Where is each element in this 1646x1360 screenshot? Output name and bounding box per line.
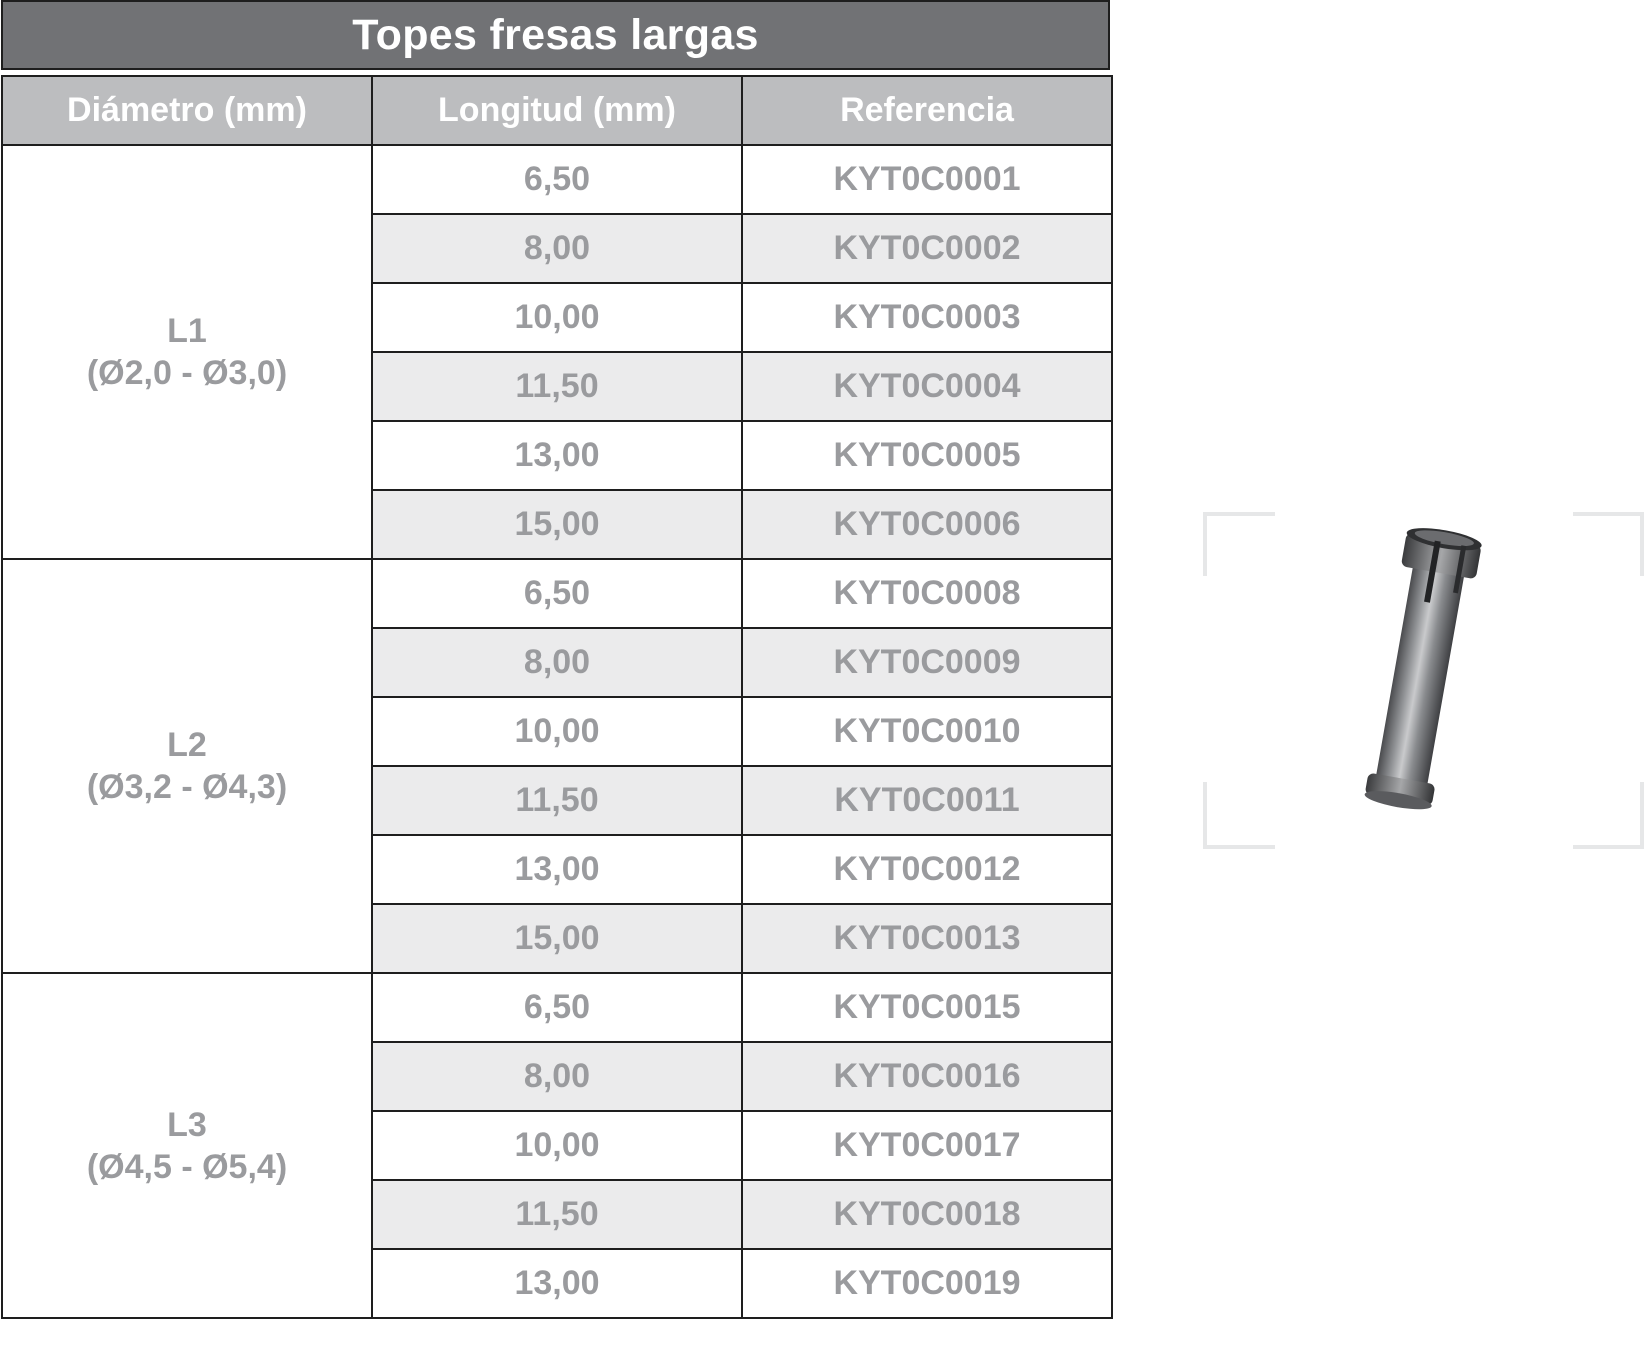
length-cell: 10,00 [372, 283, 742, 352]
reference-cell: KYT0C0010 [742, 697, 1112, 766]
length-cell: 15,00 [372, 904, 742, 973]
length-cell: 10,00 [372, 697, 742, 766]
length-cell: 8,00 [372, 1042, 742, 1111]
group-diameter-range: (Ø4,5 - Ø5,4) [86, 1147, 288, 1186]
reference-cell: KYT0C0011 [742, 766, 1112, 835]
group-diameter-range: (Ø2,0 - Ø3,0) [86, 354, 288, 392]
reference-cell: KYT0C0016 [742, 1042, 1112, 1111]
reference-cell: KYT0C0004 [742, 352, 1112, 421]
group-label: L2 [167, 726, 207, 764]
table-row [2, 145, 1112, 214]
table-title: Topes fresas largas [1, 0, 1110, 70]
length-cell: 11,50 [372, 352, 742, 421]
reference-cell: KYT0C0015 [742, 973, 1112, 1042]
diameter-group-cell [2, 973, 372, 1318]
group-label: L3 [167, 1105, 207, 1144]
length-cell: 13,00 [372, 835, 742, 904]
length-cell: 11,50 [372, 1180, 742, 1249]
reference-cell: KYT0C0019 [742, 1249, 1112, 1318]
reference-cell: KYT0C0003 [742, 283, 1112, 352]
table-body [2, 145, 1112, 1318]
group-diameter-range: (Ø3,2 - Ø4,3) [86, 768, 288, 806]
reference-cell: KYT0C0009 [742, 628, 1112, 697]
reference-cell: KYT0C0018 [742, 1180, 1112, 1249]
length-cell: 8,00 [372, 628, 742, 697]
reference-cell: KYT0C0005 [742, 421, 1112, 490]
length-cell: 10,00 [372, 1111, 742, 1180]
reference-cell: KYT0C0001 [742, 145, 1112, 214]
length-cell: 11,50 [372, 766, 742, 835]
column-header-length: Longitud (mm) [372, 76, 742, 145]
length-cell: 6,50 [372, 973, 742, 1042]
drill-stop-sleeve-icon [1203, 512, 1644, 849]
length-cell: 13,00 [372, 1249, 742, 1318]
reference-cell: KYT0C0006 [742, 490, 1112, 559]
reference-cell: KYT0C0012 [742, 835, 1112, 904]
reference-cell: KYT0C0008 [742, 559, 1112, 628]
column-header-diameter: Diámetro (mm) [2, 76, 372, 145]
table-header-row [2, 76, 1112, 145]
group-label: L1 [167, 312, 207, 350]
diameter-group-cell [2, 559, 372, 973]
length-cell: 6,50 [372, 145, 742, 214]
drill-stop-table [1, 75, 1113, 1319]
table-row [2, 559, 1112, 628]
table-row [2, 973, 1112, 1042]
length-cell: 13,00 [372, 421, 742, 490]
product-image-frame [1203, 512, 1644, 849]
length-cell: 8,00 [372, 214, 742, 283]
diameter-group-cell [2, 145, 372, 559]
length-cell: 15,00 [372, 490, 742, 559]
length-cell: 6,50 [372, 559, 742, 628]
reference-cell: KYT0C0013 [742, 904, 1112, 973]
reference-cell: KYT0C0002 [742, 214, 1112, 283]
reference-cell: KYT0C0017 [742, 1111, 1112, 1180]
column-header-reference: Referencia [742, 76, 1112, 145]
